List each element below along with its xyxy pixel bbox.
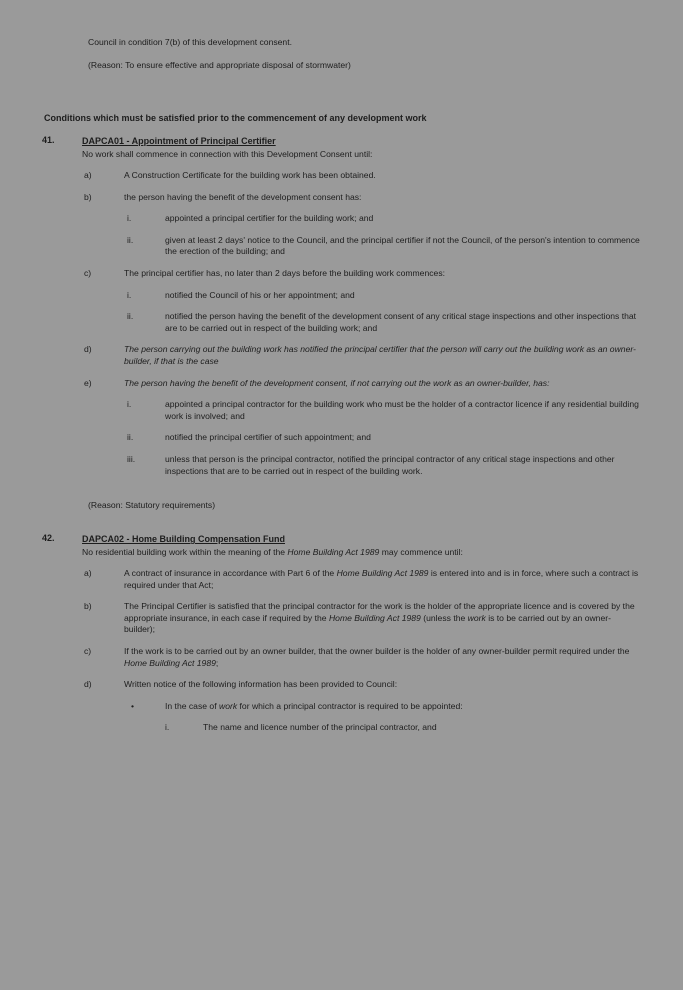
list-subitem-text: notified the Council of his or her appointment; and xyxy=(165,289,355,300)
clause-title: DAPCA01 - Appointment of Principal Certifier xyxy=(82,136,276,146)
list-item-label: a) xyxy=(84,568,92,579)
list-subitem-text: unless that person is the principal contractor, notified the principal contractor of any critical stage inspections and other inspections that are to be carried out in respect of the building work. xyxy=(165,453,615,476)
emphasis-word: work xyxy=(218,700,238,711)
list-item xyxy=(84,378,641,390)
list-subitem-text: notified the principal certifier of such appointment; and xyxy=(165,432,371,443)
clause-title: DAPCA02 - Home Building Compensation Fund xyxy=(82,534,286,545)
text-part: is entered into and is in force, where such a contract is required under that Act; xyxy=(124,568,639,590)
list-subitem-label: ii. xyxy=(127,234,134,245)
list-subitem xyxy=(127,290,641,302)
bullet-subitem-label: i. xyxy=(165,722,170,733)
bullet-subitem xyxy=(165,722,641,734)
list-item xyxy=(84,268,641,280)
list-item xyxy=(84,646,641,669)
spacer xyxy=(42,477,641,499)
text-part: The Principal Certifier is satisfied that the principal contractor for the work is the holder of the appropriate licence and is covered by the appropriate insurance, in each case if required by the xyxy=(124,601,635,623)
bullet-text xyxy=(165,701,641,713)
list-item xyxy=(84,601,641,636)
list-item xyxy=(84,170,641,182)
text-part: A contract of insurance in accordance with Part 6 of the xyxy=(124,568,337,579)
statute-reference: Home Building Act 1989 xyxy=(124,657,216,668)
list-subitem xyxy=(127,432,641,444)
list-item-text: The person having the benefit of the development consent, if not carrying out the work as an owner-builder, has: xyxy=(124,377,550,388)
list-subitem xyxy=(127,213,641,225)
text-part: is to be carried out by an owner-builder); xyxy=(124,612,611,635)
text-part: If the work is to be carried out by an owner builder, that the owner builder is the holder of any owner-builder permit required under the xyxy=(124,646,630,657)
statute-reference: Home Building Act 1989 xyxy=(287,547,380,558)
top-paragraph-2: (Reason: To ensure effective and appropriate disposal of stormwater) xyxy=(88,60,351,70)
list-subitem-text: notified the person having the benefit of the development consent of any critical stage inspections and other inspections that are to be carried out in respect of the building work; and xyxy=(165,311,637,333)
list-subitem-text: appointed a principal certifier for the building work; and xyxy=(165,213,374,224)
top-paragraph-1: Council in condition 7(b) of this development consent. xyxy=(88,37,292,47)
list-item xyxy=(84,344,641,367)
list-subitem-label: i. xyxy=(127,213,132,224)
list-subitem-label: ii. xyxy=(127,311,134,322)
clause-number: 41. xyxy=(42,135,55,145)
list-item xyxy=(84,679,641,691)
bullet-item xyxy=(127,701,641,713)
list-subitem xyxy=(127,311,641,334)
spacer xyxy=(42,71,641,101)
bullet-subitem-text: The name and licence number of the principal contractor, and xyxy=(203,722,437,733)
statute-reference: Home Building Act 1989 xyxy=(336,568,429,579)
list-item-text: Written notice of the following information has been provided to Council: xyxy=(124,679,398,690)
list-item-label: b) xyxy=(84,191,92,202)
text-part: (unless the xyxy=(420,612,468,623)
text-part: for which a principal contractor is required to be appointed: xyxy=(237,700,463,711)
list-item-label: e) xyxy=(84,377,92,388)
list-item-label: a) xyxy=(84,170,92,180)
list-item-label: d) xyxy=(84,344,92,355)
list-subitem xyxy=(127,399,641,422)
list-item-text: A Construction Certificate for the building work has been obtained. xyxy=(124,170,376,180)
list-item-label: b) xyxy=(84,601,92,612)
list-item-label: c) xyxy=(84,267,92,278)
list-item-text: The principal certifier has, no later than 2 days before the building work commences: xyxy=(124,267,445,278)
list-subitem xyxy=(127,454,641,477)
list-subitem-text: given at least 2 days' notice to the Council, and the principal certifier if not the Council, of the person's intention to commence the erection of the building; and xyxy=(165,234,640,257)
list-subitem-text: appointed a principal contractor for the building work who must be the holder of a contractor licence if any residential building work is involved; and xyxy=(165,399,639,421)
clause-intro xyxy=(82,546,641,558)
list-subitem-label: iii. xyxy=(127,453,136,464)
list-subitem-label: ii. xyxy=(127,432,134,443)
clause-41 xyxy=(42,135,641,160)
clause-number: 42. xyxy=(42,533,55,544)
spacer xyxy=(42,124,641,135)
emphasis-word: work xyxy=(467,612,486,623)
clause-42 xyxy=(42,533,641,558)
clause-intro-part: No residential building work within the meaning of the xyxy=(82,547,288,558)
list-subitem-label: i. xyxy=(127,289,132,300)
clause-reason: (Reason: Statutory requirements) xyxy=(88,500,216,511)
list-item-label: c) xyxy=(84,646,92,657)
bullet-marker: • xyxy=(131,700,135,711)
clause-intro: No work shall commence in connection with this Development Consent until: xyxy=(82,149,373,159)
list-subitem xyxy=(127,235,641,258)
spacer xyxy=(42,511,641,533)
section-heading: Conditions which must be satisfied prior to the commencement of any development work xyxy=(44,113,427,123)
text-part: ; xyxy=(215,657,219,668)
list-item xyxy=(84,568,641,591)
list-item-text xyxy=(124,646,641,669)
list-item-text: The person carrying out the building work has notified the principal certifier that the person will carry out the building work as an owner-builder, if that is the case xyxy=(124,344,636,366)
spacer xyxy=(42,48,641,59)
spacer xyxy=(42,101,641,112)
clause-intro-part: may commence until: xyxy=(379,547,463,558)
list-item-text xyxy=(124,568,641,591)
list-item-text: the person having the benefit of the development consent has: xyxy=(124,191,362,202)
list-item-text xyxy=(124,601,641,636)
statute-reference: Home Building Act 1989 xyxy=(328,612,421,623)
list-subitem-label: i. xyxy=(127,399,132,410)
list-item-label: d) xyxy=(84,679,92,690)
text-part: In the case of xyxy=(165,700,219,711)
list-item xyxy=(84,192,641,204)
